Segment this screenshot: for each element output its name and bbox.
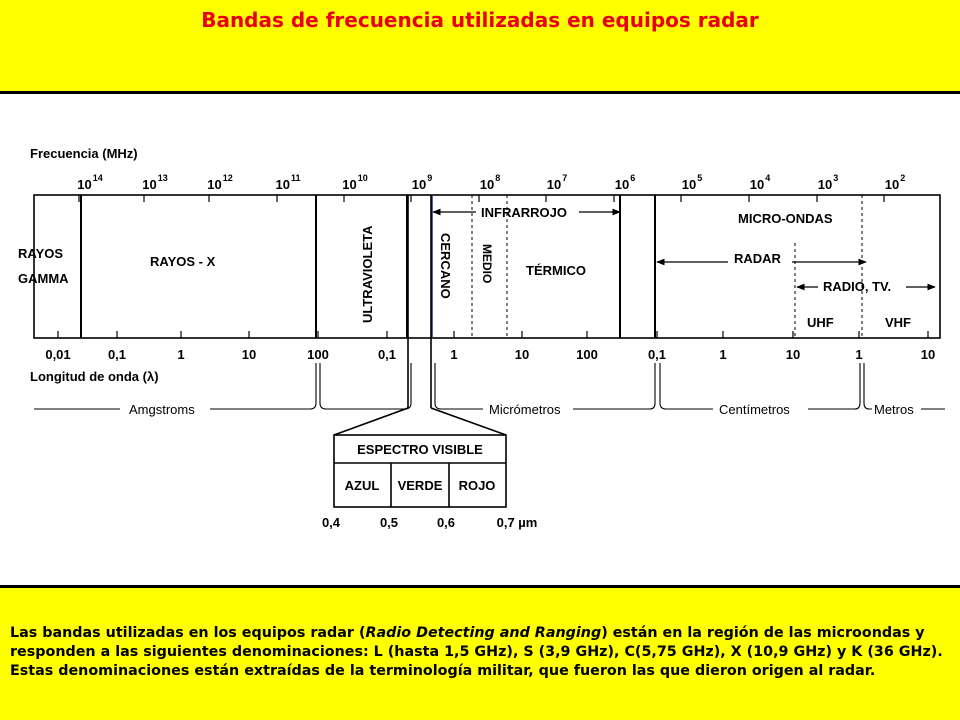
wavelength-tick-label: 1 <box>450 347 458 362</box>
unit-label-centimeters: Centímetros <box>719 402 790 417</box>
band-label-radar: RADAR <box>734 251 781 266</box>
frequency-axis-label: Frecuencia (MHz) <box>30 146 138 161</box>
wavelength-tick-label: 0,1 <box>377 347 397 362</box>
band-label-mid-infrared: MEDIO <box>480 244 494 284</box>
caption-part-2: ) están en la región de las microondas y responden a las siguientes denominaciones: L (hasta 1,5 GHz), S (3,9 GHz), C(5,75 GHz), X (10,9 GHz) y K (36 GHz). Estas denominaciones están extraídas de la terminología militar, que fueron las que dieron origen al radar. <box>10 625 943 679</box>
wavelength-tick-label: 100 <box>576 347 598 362</box>
visible-color-blue: AZUL <box>344 478 380 493</box>
diagram-panel <box>0 91 960 588</box>
frequency-tick-label: $10^{11}$ <box>275 173 301 192</box>
visible-tick-0-7: 0,7 µm <box>496 515 538 530</box>
wavelength-axis-label: Longitud de onda (λ) <box>30 369 159 384</box>
band-label-radio-tv: RADIO, TV. <box>823 279 892 294</box>
visible-color-green: VERDE <box>397 478 443 493</box>
visible-color-red: ROJO <box>458 478 496 493</box>
wavelength-tick-labels <box>45 347 935 362</box>
band-label-infrared: INFRARROJO <box>481 205 567 220</box>
wavelength-tick-label: 10 <box>920 347 936 362</box>
wavelength-tick-label: 0,1 <box>107 347 127 362</box>
band-label-gamma-1: RAYOS <box>18 246 64 261</box>
frequency-tick-labels <box>77 173 905 192</box>
frequency-tick-label: $10^{10}$ <box>342 173 368 192</box>
visible-tick-0-4: 0,4 <box>321 515 341 530</box>
unit-label-angstroms: Amgstroms <box>129 402 195 417</box>
frequency-tick-label: $10^{13}$ <box>142 173 168 192</box>
frequency-tick-label: $10^{14}$ <box>77 173 103 192</box>
band-label-thermal: TÉRMICO <box>526 263 586 278</box>
wavelength-tick-label: 10 <box>785 347 801 362</box>
frequency-tick-label: $10^{12}$ <box>207 173 233 192</box>
wavelength-tick-label: 1 <box>855 347 863 362</box>
unit-label-meters: Metros <box>874 402 914 417</box>
band-label-ultraviolet: ULTRAVIOLETA <box>360 225 375 323</box>
unit-label-micrometers: Micrómetros <box>489 402 561 417</box>
visible-spectrum-title: ESPECTRO VISIBLE <box>357 442 483 457</box>
wavelength-tick-label: 1 <box>177 347 185 362</box>
band-label-microwave: MICRO-ONDAS <box>738 211 833 226</box>
caption-text <box>10 624 945 681</box>
frequency-tick-label: $10^7$ <box>546 173 568 192</box>
frequency-tick-label: $10^3$ <box>817 173 839 192</box>
band-label-vhf: VHF <box>885 315 911 330</box>
frequency-tick-label: $10^8$ <box>479 173 501 192</box>
visible-tick-0-6: 0,6 <box>436 515 456 530</box>
frequency-tick-label: $10^4$ <box>749 173 771 192</box>
frequency-tick-label: $10^2$ <box>884 173 906 192</box>
wavelength-tick-label: 100 <box>307 347 329 362</box>
band-label-gamma-2: GAMMA <box>18 271 69 286</box>
band-label-xray: RAYOS - X <box>150 254 216 269</box>
frequency-tick-label: $10^6$ <box>614 173 636 192</box>
frequency-tick-label: $10^5$ <box>681 173 703 192</box>
band-label-near-infrared: CERCANO <box>438 233 453 299</box>
visible-tick-0-5: 0,5 <box>379 515 399 530</box>
frequency-tick-label: $10^9$ <box>411 173 433 192</box>
caption-italic-term: Radio Detecting and Ranging <box>365 625 602 641</box>
page-title: Bandas de frecuencia utilizadas en equipos radar <box>201 8 759 32</box>
wavelength-tick-label: 10 <box>514 347 530 362</box>
wavelength-tick-label: 0,01 <box>45 347 71 362</box>
electromagnetic-spectrum-diagram <box>0 94 960 588</box>
caption-part-1: Las bandas utilizadas en los equipos radar ( <box>10 625 366 641</box>
band-label-uhf: UHF <box>807 315 834 330</box>
wavelength-tick-label: 10 <box>241 347 257 362</box>
wavelength-tick-label: 0,1 <box>647 347 667 362</box>
wavelength-tick-label: 1 <box>719 347 727 362</box>
